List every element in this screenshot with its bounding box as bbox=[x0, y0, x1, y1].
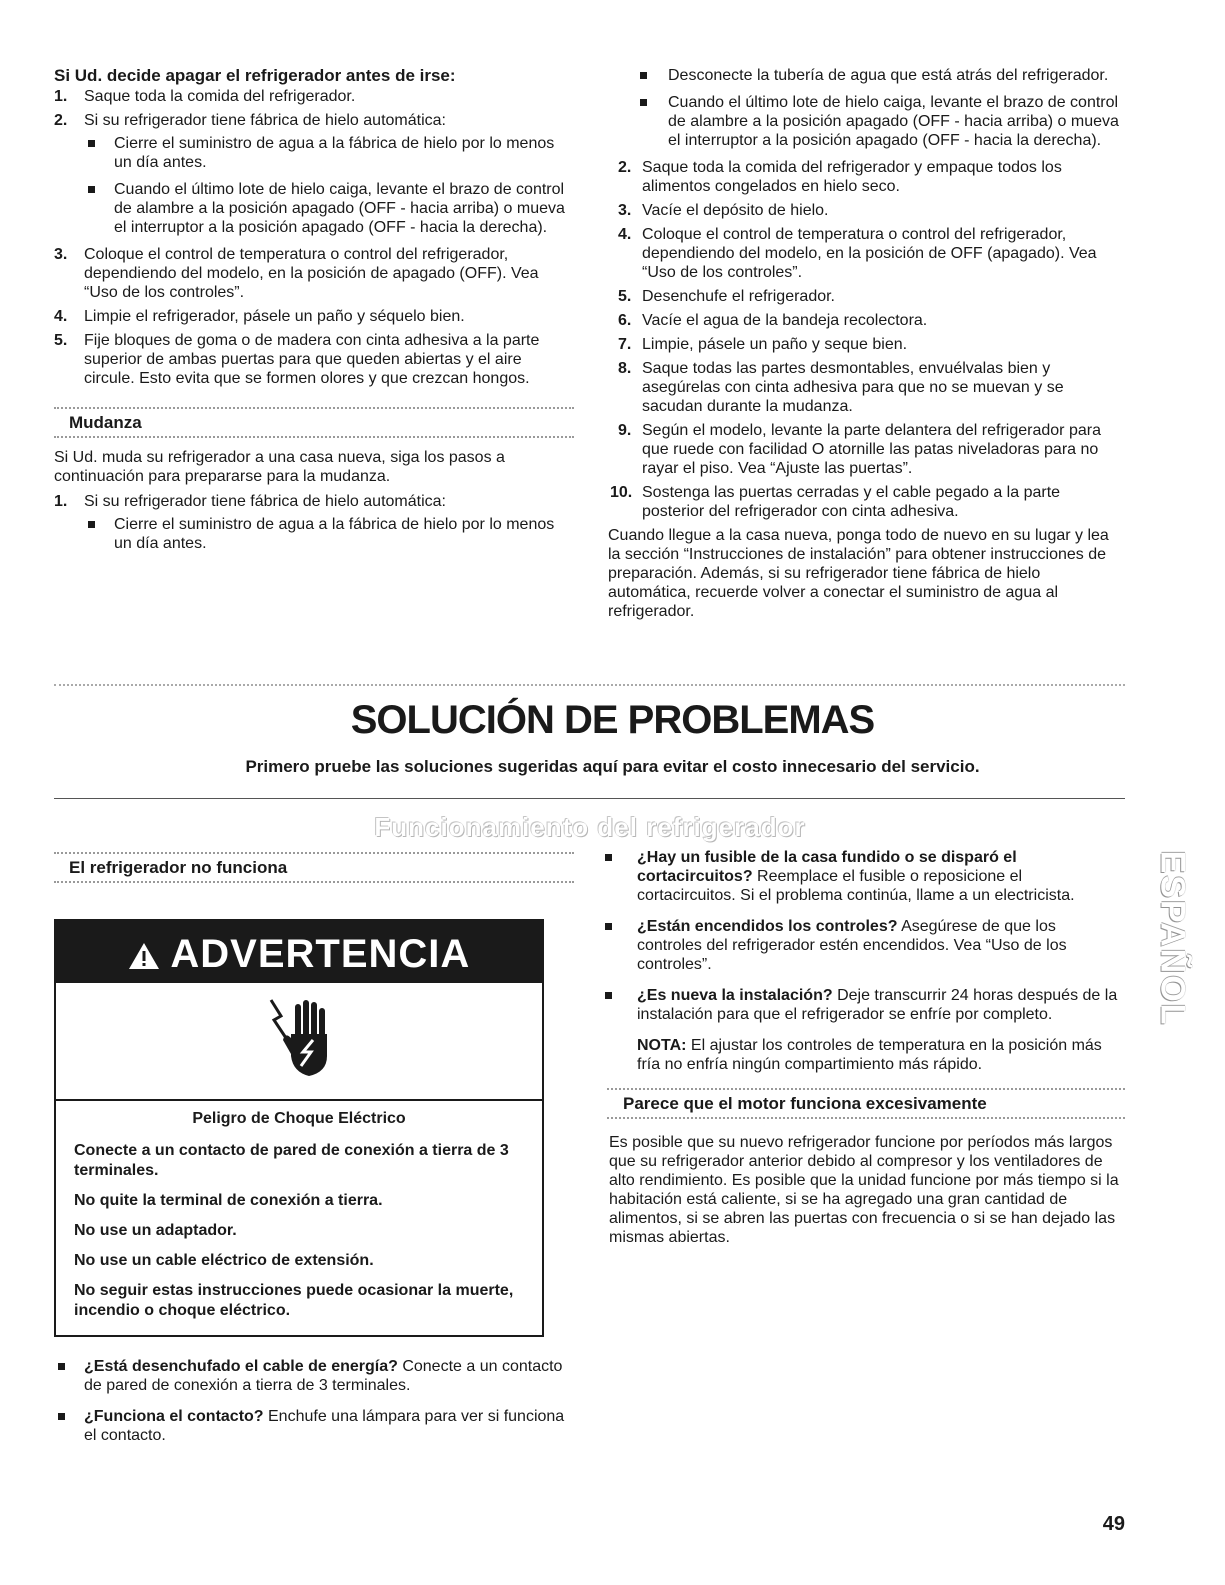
leaving-steps bbox=[54, 87, 574, 388]
step-text: Sostenga las puertas cerradas y el cable pegado a la parte posterior del refrigerador con cinta adhesiva. bbox=[642, 484, 1061, 520]
step-number: 2. bbox=[54, 112, 68, 129]
step-text: Si su refrigerador tiene fábrica de hielo automática: bbox=[84, 112, 446, 129]
mudanza-intro: Si Ud. muda su refrigerador a una casa nueva, siga los pasos a continuación para prepararse para la mudanza. bbox=[54, 449, 505, 485]
divider bbox=[54, 881, 574, 883]
bullet-item: Cuando el último lote de hielo caiga, levante el brazo de control de alambre a la posición apagado (OFF - hacia arriba) o mueva el interruptor a la posición apagado (OFF - hacia la derecha). bbox=[84, 180, 574, 237]
bullet-item bbox=[595, 986, 1125, 1024]
list-item bbox=[610, 311, 1125, 330]
step-number: 4. bbox=[618, 226, 632, 243]
check-answer: Asegúrese de que los controles del refrigerador estén encendidos. Vea “Uso de los controles”. bbox=[637, 918, 1067, 973]
warning-line: No seguir estas instrucciones puede ocasionar la muerte, incendio o choque eléctrico. bbox=[74, 1282, 514, 1319]
step-number: 10. bbox=[610, 484, 633, 501]
moving-closing: Cuando llegue a la casa nueva, ponga todo de nuevo en su lugar y lea la sección “Instrucciones de instalación” para obtener instrucciones de preparación. Además, si su refrigerador tiene fábrica de hielo automática, recuerde volver a conectar el suministro de agua al refrigerador. bbox=[608, 527, 1109, 620]
list-item bbox=[54, 331, 574, 388]
step-text: Coloque el control de temperatura o control del refrigerador, dependiendo del modelo, en la posición de OFF (apagado). Vea “Uso de los controles”. bbox=[642, 226, 1097, 281]
warning-line: No quite la terminal de conexión a tierra. bbox=[74, 1192, 383, 1209]
electric-shock-hand-icon bbox=[259, 994, 339, 1089]
step-text: Coloque el control de temperatura o control del refrigerador, dependiendo del modelo, en la posición de apagado (OFF). Vea “Uso de los controles”. bbox=[84, 246, 539, 301]
section-title: SOLUCIÓN DE PROBLEMAS bbox=[350, 698, 875, 742]
list-item bbox=[610, 421, 1125, 478]
bullet-item bbox=[595, 917, 1125, 974]
divider bbox=[607, 1117, 1125, 1119]
leaving-heading: Si Ud. decide apagar el refrigerador antes de irse: bbox=[54, 66, 456, 85]
warning-body bbox=[56, 1101, 542, 1335]
bullet-list bbox=[595, 848, 1125, 1024]
bullet-item: Desconecte la tubería de agua que está atrás del refrigerador. bbox=[610, 66, 1125, 85]
step-text: Fije bloques de goma o de madera con cinta adhesiva a la parte superior de ambas puertas para que queden abiertas y el aire circule. Esto evita que se formen olores y que crezcan hongos. bbox=[84, 332, 540, 387]
language-tab bbox=[1150, 820, 1194, 1056]
divider bbox=[54, 684, 1125, 686]
note-text: El ajustar los controles de temperatura en la posición más fría no enfría ningún compartimiento más rápido. bbox=[637, 1037, 1102, 1073]
list-item bbox=[610, 225, 1125, 282]
check-question: ¿Está desenchufado el cable de energía? bbox=[84, 1358, 398, 1375]
warning-banner bbox=[56, 921, 542, 983]
bullet-list bbox=[610, 66, 1125, 150]
step-number: 1. bbox=[54, 493, 68, 510]
list-item bbox=[610, 287, 1125, 306]
not-working-checks bbox=[54, 1357, 574, 1445]
bullet-item: Cuando el último lote de hielo caiga, levante el brazo de control de alambre a la posición apagado (OFF - hacia arriba) o mueva el interruptor a la posición apagado (OFF - hacia la derecha). bbox=[610, 93, 1125, 150]
step-number: 9. bbox=[618, 422, 632, 439]
step-number: 8. bbox=[618, 360, 632, 377]
step-number: 5. bbox=[618, 288, 632, 305]
list-item bbox=[54, 87, 574, 106]
step-text: Si su refrigerador tiene fábrica de hielo automática: bbox=[84, 493, 446, 510]
step-text: Según el modelo, levante la parte delantera del refrigerador para que ruede con facilidad O atornille las patas niveladoras para no rayar el piso. Vea “Ajuste las puertas”. bbox=[642, 422, 1101, 477]
list-item bbox=[54, 307, 574, 326]
moving-steps bbox=[610, 158, 1125, 521]
check-question: ¿Funciona el contacto? bbox=[84, 1408, 264, 1425]
warning-icon-area bbox=[56, 983, 542, 1101]
not-working-heading: El refrigerador no funciona bbox=[69, 858, 288, 877]
list-item bbox=[610, 158, 1125, 196]
list-item bbox=[54, 111, 574, 237]
list-item bbox=[54, 492, 574, 553]
step-text: Desenchufe el refrigerador. bbox=[642, 288, 835, 305]
warning-label: ADVERTENCIA bbox=[170, 932, 471, 976]
not-working-section bbox=[54, 852, 574, 1457]
bullet-item bbox=[54, 1407, 574, 1445]
list-item bbox=[610, 483, 1125, 521]
note bbox=[595, 1036, 1125, 1074]
warning-line: No use un cable eléctrico de extensión. bbox=[74, 1252, 374, 1269]
list-item bbox=[54, 245, 574, 302]
step-text: Saque toda la comida del refrigerador. bbox=[84, 88, 356, 105]
motor-heading: Parece que el motor funciona excesivamente bbox=[623, 1094, 987, 1113]
step-text: Saque todas las partes desmontables, envuélvalas bien y asegúrelas con cinta adhesiva para que no se muevan y se sacudan durante la mudanza. bbox=[642, 360, 1064, 415]
check-answer: Deje transcurrir 24 horas después de la instalación para que el refrigerador se enfríe por completo. bbox=[637, 987, 1118, 1023]
left-column bbox=[54, 66, 574, 561]
step-number: 1. bbox=[54, 88, 68, 105]
language-tab-label: ESPAÑOL bbox=[1153, 850, 1192, 1026]
note-label: NOTA: bbox=[637, 1037, 687, 1054]
step-number: 2. bbox=[618, 159, 632, 176]
check-question: ¿Están encendidos los controles? bbox=[637, 918, 898, 935]
step-number: 3. bbox=[618, 202, 632, 219]
check-question: ¿Es nueva la instalación? bbox=[637, 987, 833, 1004]
bullet-list bbox=[84, 515, 574, 553]
bullet-item bbox=[595, 848, 1125, 905]
mudanza-heading: Mudanza bbox=[69, 413, 142, 432]
right-column bbox=[610, 66, 1125, 627]
bullet-item: Cierre el suministro de agua a la fábrica de hielo por lo menos un día antes. bbox=[84, 134, 574, 172]
step-text: Limpie, pásele un paño y seque bien. bbox=[642, 336, 908, 353]
bullet-item: Cierre el suministro de agua a la fábrica de hielo por lo menos un día antes. bbox=[84, 515, 574, 553]
step-text: Vacíe el agua de la bandeja recolectora. bbox=[642, 312, 928, 329]
list-item bbox=[610, 201, 1125, 220]
step-text: Vacíe el depósito de hielo. bbox=[642, 202, 829, 219]
step-number: 4. bbox=[54, 308, 68, 325]
bullet-item bbox=[54, 1357, 574, 1395]
step-number: 3. bbox=[54, 246, 68, 263]
page-number: 49 bbox=[1102, 1513, 1125, 1535]
step-number: 7. bbox=[618, 336, 632, 353]
warning-box bbox=[54, 919, 544, 1337]
check-answer: Conecte a un contacto de pared de conexión a tierra de 3 terminales. bbox=[84, 1358, 563, 1394]
divider bbox=[54, 798, 1125, 799]
check-answer: Enchufe una lámpara para ver si funciona el contacto. bbox=[84, 1408, 565, 1444]
check-answer: Reemplace el fusible o reposicione el cortacircuitos. Si el problema continúa, llame a un electricista. bbox=[637, 868, 1075, 904]
subsection-heading: Funcionamiento del refrigerador bbox=[374, 812, 806, 842]
section-subtitle: Primero pruebe las soluciones sugeridas aquí para evitar el costo innecesario del servicio. bbox=[245, 757, 980, 776]
list-item bbox=[610, 359, 1125, 416]
mudanza-steps bbox=[54, 492, 574, 553]
troubleshooting-right bbox=[595, 848, 1125, 1253]
bullet-list bbox=[84, 134, 574, 237]
step-text: Limpie el refrigerador, pásele un paño y séquelo bien. bbox=[84, 308, 465, 325]
warning-title: Peligro de Choque Eléctrico bbox=[192, 1110, 406, 1127]
motor-text: Es posible que su nuevo refrigerador funcione por períodos más largos que su refrigerador anterior debido al compresor y los ventiladores de alto rendimiento. Es posible que la unidad funcione por más tiempo si la habitación está caliente, si se ha agregado una gran cantidad de alimentos, si se abren las puertas con frecuencia o si se han dejado las mismas abiertas. bbox=[609, 1134, 1119, 1246]
warning-line: Conecte a un contacto de pared de conexión a tierra de 3 terminales. bbox=[74, 1142, 509, 1179]
warning-line: No use un adaptador. bbox=[74, 1222, 237, 1239]
step-number: 5. bbox=[54, 332, 68, 349]
warning-triangle-icon bbox=[128, 932, 171, 976]
bullet-list bbox=[54, 1357, 574, 1445]
list-item bbox=[610, 335, 1125, 354]
step-number: 6. bbox=[618, 312, 632, 329]
check-question: ¿Hay un fusible de la casa fundido o se disparó el cortacircuitos? bbox=[637, 849, 1017, 885]
step-text: Saque toda la comida del refrigerador y empaque todos los alimentos congelados en hielo seco. bbox=[642, 159, 1062, 195]
